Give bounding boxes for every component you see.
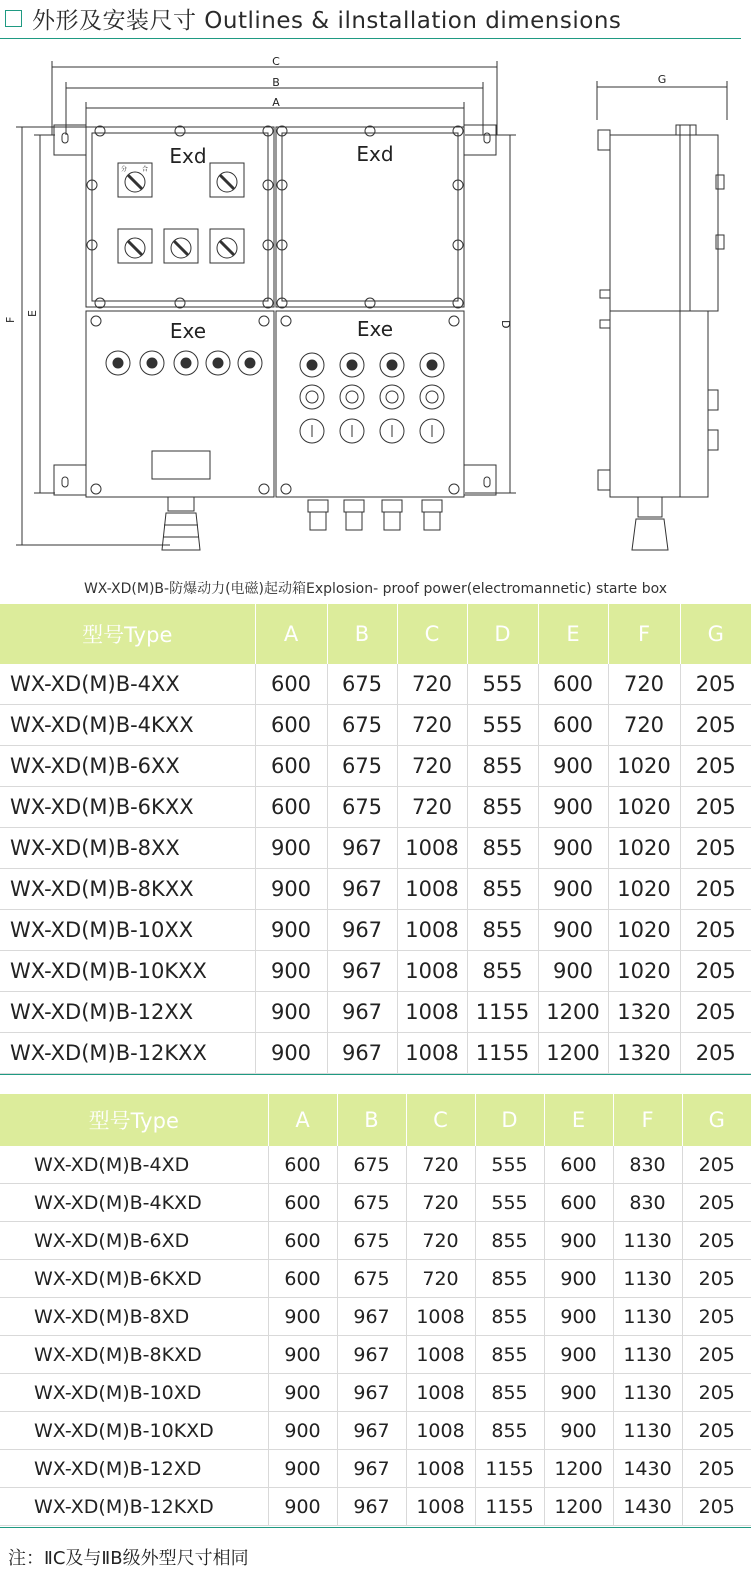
dimension-cell: 967 — [327, 992, 397, 1033]
dim-label-g: G — [657, 73, 667, 86]
outline-drawing — [0, 45, 751, 565]
table-row — [0, 1336, 751, 1374]
dimension-cell: 600 — [255, 705, 327, 746]
dimension-cell: 675 — [327, 664, 397, 705]
page-title — [5, 0, 621, 36]
dimension-cell: 600 — [538, 705, 608, 746]
table-row — [0, 705, 751, 746]
dimension-cell: 967 — [337, 1412, 406, 1450]
model-cell: WX-XD(M)B-6XD — [0, 1222, 268, 1260]
dimension-cell: 205 — [680, 787, 751, 828]
dimension-cell: 900 — [268, 1488, 337, 1526]
dimension-cell: 720 — [406, 1222, 475, 1260]
dimension-cell: 675 — [337, 1184, 406, 1222]
dimension-cell: 1155 — [467, 1033, 538, 1074]
dimension-cell: 1020 — [608, 828, 680, 869]
dimension-cell: 205 — [680, 869, 751, 910]
mount-bracket-top-left — [54, 125, 86, 155]
table-header-row — [0, 1094, 751, 1146]
dimension-cell: 900 — [255, 828, 327, 869]
dimension-cell: 720 — [397, 787, 467, 828]
dimension-cell: 967 — [327, 1033, 397, 1074]
dimension-cell: 855 — [467, 828, 538, 869]
dimension-cell: 900 — [544, 1374, 613, 1412]
dimension-cell: 675 — [327, 787, 397, 828]
dimension-cell: 900 — [544, 1298, 613, 1336]
drawing-caption: WX-XD(M)B-防爆动力(电磁)起动箱Explosion- proof power(electromannetic) starte box — [83, 581, 668, 597]
dimension-cell: 205 — [682, 1336, 751, 1374]
cable-gland-left — [168, 497, 194, 511]
dimension-cell: 900 — [268, 1412, 337, 1450]
dimension-cell: 1008 — [397, 1033, 467, 1074]
dimension-cell: 1155 — [475, 1450, 544, 1488]
dim-label-e: E — [26, 310, 39, 317]
dimension-table-xd — [0, 1094, 751, 1526]
dimension-cell: 720 — [397, 746, 467, 787]
checkbox-square-icon — [5, 10, 22, 27]
dimension-cell: 1130 — [613, 1336, 682, 1374]
side-view-upper — [610, 135, 718, 311]
dimension-cell: 967 — [327, 910, 397, 951]
dimension-cell: 900 — [538, 746, 608, 787]
dimension-cell: 855 — [475, 1222, 544, 1260]
exd-right-label: Exd — [356, 142, 394, 166]
dimension-cell: 205 — [682, 1450, 751, 1488]
dimension-cell: 205 — [682, 1412, 751, 1450]
model-cell: WX-XD(M)B-6XX — [0, 746, 255, 787]
model-cell: WX-XD(M)B-4KXD — [0, 1184, 268, 1222]
dimension-cell: 675 — [337, 1260, 406, 1298]
table-row — [0, 869, 751, 910]
model-cell: WX-XD(M)B-4XD — [0, 1146, 268, 1184]
column-header-d: D — [467, 604, 538, 664]
model-cell: WX-XD(M)B-10XX — [0, 910, 255, 951]
dimension-cell: 1320 — [608, 992, 680, 1033]
dimension-cell: 720 — [406, 1184, 475, 1222]
dimension-cell: 1020 — [608, 787, 680, 828]
table-row — [0, 1412, 751, 1450]
mount-bracket-top-right — [464, 125, 496, 155]
dimension-cell: 1008 — [397, 992, 467, 1033]
dimension-cell: 1130 — [613, 1260, 682, 1298]
model-cell: WX-XD(M)B-12KXX — [0, 1033, 255, 1074]
dimension-cell: 900 — [255, 869, 327, 910]
title-divider — [0, 38, 741, 39]
dimension-cell: 1008 — [406, 1488, 475, 1526]
dimension-cell: 1008 — [406, 1412, 475, 1450]
dimension-cell: 855 — [475, 1336, 544, 1374]
column-header-g: G — [682, 1094, 751, 1146]
dimension-cell: 1200 — [544, 1488, 613, 1526]
dimension-cell: 1020 — [608, 910, 680, 951]
dimension-cell: 600 — [268, 1222, 337, 1260]
dimension-cell: 1008 — [406, 1450, 475, 1488]
dimension-cell: 855 — [475, 1374, 544, 1412]
dimension-cell: 900 — [544, 1222, 613, 1260]
switch-tag-on: 合 — [142, 166, 149, 173]
dimension-cell: 855 — [467, 787, 538, 828]
dimension-cell: 1020 — [608, 869, 680, 910]
dimension-cell: 900 — [255, 951, 327, 992]
table-row — [0, 787, 751, 828]
dimension-cell: 675 — [327, 746, 397, 787]
dimension-cell: 205 — [680, 910, 751, 951]
table-header-row — [0, 604, 751, 664]
indicator-lamp-group — [106, 351, 444, 443]
dimension-cell: 1130 — [613, 1412, 682, 1450]
dimension-cell: 600 — [255, 664, 327, 705]
switch-tag-off: 分 — [121, 166, 128, 173]
model-cell: WX-XD(M)B-10XD — [0, 1374, 268, 1412]
column-header-f: F — [608, 604, 680, 664]
column-header-g: G — [680, 604, 751, 664]
dimension-cell: 205 — [680, 705, 751, 746]
dimension-cell: 900 — [255, 992, 327, 1033]
dimension-cell: 1008 — [397, 828, 467, 869]
dimension-cell: 900 — [255, 1033, 327, 1074]
dimension-cell: 855 — [475, 1260, 544, 1298]
model-cell: WX-XD(M)B-6KXD — [0, 1260, 268, 1298]
dimension-cell: 967 — [337, 1374, 406, 1412]
dimension-cell: 205 — [680, 951, 751, 992]
dimension-cell: 205 — [682, 1184, 751, 1222]
dimension-cell: 855 — [475, 1412, 544, 1450]
table-row — [0, 664, 751, 705]
dimension-cell: 1008 — [406, 1298, 475, 1336]
model-cell: WX-XD(M)B-10KXX — [0, 951, 255, 992]
table-row — [0, 1450, 751, 1488]
dimension-cell: 720 — [608, 664, 680, 705]
dimension-cell: 900 — [268, 1450, 337, 1488]
table-row — [0, 910, 751, 951]
model-cell: WX-XD(M)B-8XX — [0, 828, 255, 869]
column-header-e: E — [538, 604, 608, 664]
dimension-cell: 900 — [538, 951, 608, 992]
dimension-cell: 1130 — [613, 1374, 682, 1412]
cable-gland-side — [638, 497, 662, 517]
dimension-cell: 205 — [680, 1033, 751, 1074]
dimension-cell: 720 — [397, 705, 467, 746]
dimension-cell: 1430 — [613, 1450, 682, 1488]
dimension-cell: 967 — [327, 828, 397, 869]
dimension-cell: 1155 — [467, 992, 538, 1033]
model-cell: WX-XD(M)B-12KXD — [0, 1488, 268, 1526]
dimension-cell: 555 — [475, 1184, 544, 1222]
dim-label-b: B — [272, 76, 280, 89]
dimension-cell: 900 — [544, 1412, 613, 1450]
selector-switch-group — [118, 163, 244, 263]
dimension-cell: 900 — [538, 869, 608, 910]
table-row — [0, 1298, 751, 1336]
column-header-type: 型号Type — [0, 1094, 268, 1146]
table-row — [0, 1184, 751, 1222]
dimension-cell: 830 — [613, 1184, 682, 1222]
table-row — [0, 1146, 751, 1184]
dimension-cell: 1008 — [397, 910, 467, 951]
dimension-cell: 1020 — [608, 746, 680, 787]
dimension-cell: 555 — [467, 664, 538, 705]
model-cell: WX-XD(M)B-8KXD — [0, 1336, 268, 1374]
dimension-cell: 900 — [538, 910, 608, 951]
dimension-cell: 900 — [268, 1298, 337, 1336]
dimension-cell: 900 — [544, 1336, 613, 1374]
column-header-f: F — [613, 1094, 682, 1146]
column-header-b: B — [337, 1094, 406, 1146]
model-cell: WX-XD(M)B-4KXX — [0, 705, 255, 746]
table-row — [0, 1260, 751, 1298]
dim-label-a: A — [272, 96, 280, 109]
column-header-d: D — [475, 1094, 544, 1146]
dimension-cell: 720 — [406, 1260, 475, 1298]
dimension-cell: 600 — [268, 1184, 337, 1222]
dimension-cell: 205 — [682, 1488, 751, 1526]
dim-label-d: D — [499, 320, 512, 329]
dimension-cell: 555 — [475, 1146, 544, 1184]
dim-label-f: F — [4, 316, 17, 323]
table-divider — [0, 1074, 751, 1075]
column-header-b: B — [327, 604, 397, 664]
dimension-cell: 205 — [680, 746, 751, 787]
dimension-cell: 205 — [682, 1146, 751, 1184]
dimension-cell: 900 — [538, 828, 608, 869]
table-row — [0, 1488, 751, 1526]
dimension-cell: 1008 — [397, 951, 467, 992]
column-header-c: C — [406, 1094, 475, 1146]
table-row — [0, 992, 751, 1033]
exe-right-label: Exe — [356, 317, 394, 341]
dimension-cell: 1130 — [613, 1222, 682, 1260]
dimension-cell: 600 — [538, 664, 608, 705]
model-cell: WX-XD(M)B-4XX — [0, 664, 255, 705]
dimension-cell: 855 — [467, 746, 538, 787]
dimension-cell: 900 — [255, 910, 327, 951]
dimension-cell: 675 — [327, 705, 397, 746]
dimension-cell: 205 — [682, 1374, 751, 1412]
column-header-a: A — [255, 604, 327, 664]
dimension-cell: 600 — [268, 1146, 337, 1184]
dimension-cell: 600 — [268, 1260, 337, 1298]
dimension-cell: 600 — [255, 787, 327, 828]
dimension-cell: 830 — [613, 1146, 682, 1184]
model-cell: WX-XD(M)B-8XD — [0, 1298, 268, 1336]
dimension-cell: 1155 — [475, 1488, 544, 1526]
dimension-table-xx — [0, 604, 751, 1074]
dimension-cell: 555 — [467, 705, 538, 746]
dimension-cell: 900 — [538, 787, 608, 828]
dim-label-c: C — [272, 55, 280, 68]
column-header-c: C — [397, 604, 467, 664]
column-header-a: A — [268, 1094, 337, 1146]
dimension-cell: 205 — [682, 1222, 751, 1260]
dimension-cell: 900 — [544, 1260, 613, 1298]
dimension-cell: 1200 — [544, 1450, 613, 1488]
dimension-cell: 720 — [397, 664, 467, 705]
dimension-cell: 1008 — [406, 1374, 475, 1412]
dimension-cell: 900 — [268, 1336, 337, 1374]
dimension-cell: 967 — [337, 1298, 406, 1336]
table-row — [0, 746, 751, 787]
cable-gland-row — [308, 500, 442, 530]
exd-left-label: Exd — [169, 144, 207, 168]
dimension-cell: 967 — [337, 1488, 406, 1526]
dimension-cell: 675 — [337, 1146, 406, 1184]
dimension-cell: 967 — [327, 869, 397, 910]
table-row — [0, 1222, 751, 1260]
dimension-cell: 1320 — [608, 1033, 680, 1074]
table-row — [0, 951, 751, 992]
dimension-cell: 1430 — [613, 1488, 682, 1526]
table-row — [0, 1033, 751, 1074]
column-header-type: 型号Type — [0, 604, 255, 664]
table-row — [0, 828, 751, 869]
model-cell: WX-XD(M)B-8KXX — [0, 869, 255, 910]
dimension-cell: 855 — [467, 910, 538, 951]
dimension-cell: 205 — [680, 992, 751, 1033]
dimension-cell: 720 — [608, 705, 680, 746]
table-divider — [0, 1527, 751, 1528]
model-cell: WX-XD(M)B-6KXX — [0, 787, 255, 828]
dimension-cell: 205 — [682, 1260, 751, 1298]
dimension-cell: 967 — [327, 951, 397, 992]
dimension-cell: 967 — [337, 1336, 406, 1374]
dimension-cell: 855 — [467, 951, 538, 992]
mount-bracket-bottom-left — [54, 465, 86, 495]
dimension-cell: 205 — [680, 828, 751, 869]
table-row — [0, 1374, 751, 1412]
dimension-cell: 600 — [255, 746, 327, 787]
nameplate — [152, 451, 210, 479]
mount-bracket-bottom-right — [464, 465, 496, 495]
bolt-group — [87, 126, 463, 494]
dimension-cell: 675 — [337, 1222, 406, 1260]
dimension-cell: 1200 — [538, 1033, 608, 1074]
dimension-cell: 1020 — [608, 951, 680, 992]
dimension-cell: 855 — [475, 1298, 544, 1336]
dimension-cell: 855 — [467, 869, 538, 910]
dimension-cell: 1008 — [397, 869, 467, 910]
dimension-cell: 205 — [680, 664, 751, 705]
model-cell: WX-XD(M)B-12XD — [0, 1450, 268, 1488]
dimension-cell: 967 — [337, 1450, 406, 1488]
column-header-e: E — [544, 1094, 613, 1146]
footnote: 注：ⅡC及与ⅡB级外型尺寸相同 — [8, 1548, 249, 1569]
dimension-cell: 1130 — [613, 1298, 682, 1336]
dimension-cell: 600 — [544, 1184, 613, 1222]
side-view-lower — [610, 311, 708, 497]
dimension-cell: 205 — [682, 1298, 751, 1336]
dimension-cell: 720 — [406, 1146, 475, 1184]
dimension-cell: 1008 — [406, 1336, 475, 1374]
model-cell: WX-XD(M)B-12XX — [0, 992, 255, 1033]
dimension-cell: 900 — [268, 1374, 337, 1412]
page-title-text: 外形及安装尺寸 Outlines & ilnstallation dimensions — [32, 7, 622, 34]
model-cell: WX-XD(M)B-10KXD — [0, 1412, 268, 1450]
dimension-cell: 600 — [544, 1146, 613, 1184]
dimension-cell: 1200 — [538, 992, 608, 1033]
exe-left-label: Exe — [169, 319, 207, 343]
